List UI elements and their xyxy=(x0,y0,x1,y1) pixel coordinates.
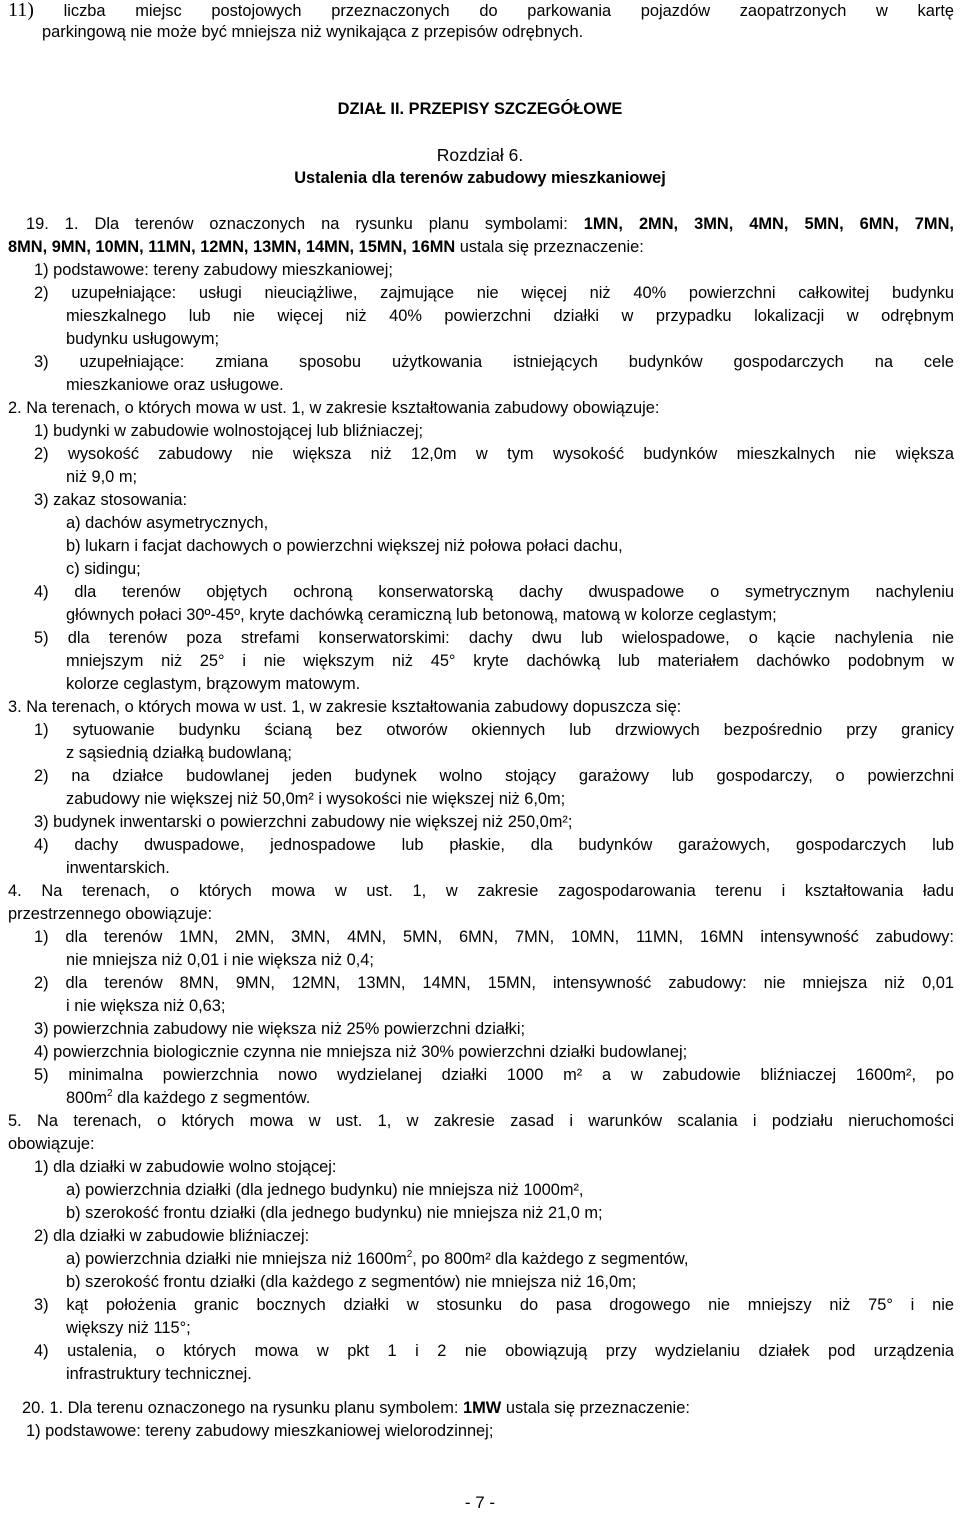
item-11-line-2: parkingową nie może być mniejsza niż wynikająca z przepisów odrębnych. xyxy=(42,23,584,41)
list-item: 1) budynki w zabudowie wolnostojącej lub bliźniaczej; xyxy=(34,422,424,440)
section-4-heading-continuation: przestrzennego obowiązuje: xyxy=(8,905,213,923)
item-11-line-1: 11) liczba miejsc postojowych przeznaczonych do parkowania pojazdów zaopatrzonych w kartę xyxy=(8,0,954,21)
list-item: 4) ustalenia, o których mowa w pkt 1 i 2 nie obowiązują przy wydzielaniu działek pod urządzenia xyxy=(34,1342,954,1360)
list-item-continuation: mieszkalnego lub nie więcej niż 40% powierzchni działki w przypadku lokalizacji w odrębnym xyxy=(66,307,954,325)
list-item: 4) dla terenów objętych ochroną konserwatorską dachy dwuspadowe o symetrycznym nachyleniu xyxy=(34,583,954,601)
section-5-heading-continuation: obowiązuje: xyxy=(8,1135,95,1153)
list-item: 5) dla terenów poza strefami konserwatorskimi: dachy dwu lub wielospadowe, o kącie nachylenia nie xyxy=(34,629,954,647)
list-item: 3) uzupełniające: zmiana sposobu użytkowania istniejących budynków gospodarczych na cele xyxy=(34,353,954,371)
sub-list-item: c) sidingu; xyxy=(66,560,141,578)
list-item: 1) podstawowe: tereny zabudowy mieszkaniowej; xyxy=(34,261,393,279)
sub-list-item: b) szerokość frontu działki (dla każdego z segmentów) nie mniejsza niż 16,0m; xyxy=(66,1273,637,1291)
list-item-continuation: z sąsiednią działką budowlaną; xyxy=(66,744,292,762)
list-item-continuation: mniejszym niż 25° i nie większym niż 45° kryte dachówką lub materiałem dachówko podobnym w xyxy=(66,652,954,670)
list-item: 2) na działce budowlanej jeden budynek wolno stojący garażowy lub gospodarczy, o powierzchni xyxy=(34,767,954,785)
par-19-label: 19. 1. xyxy=(26,215,79,233)
list-item-continuation: inwentarskich. xyxy=(66,859,170,877)
item-11-number: 11) xyxy=(8,0,34,21)
section-4-heading: 4. Na terenach, o których mowa w ust. 1, w zakresie zagospodarowania terenu i kształtowania ładu xyxy=(8,882,954,900)
sub-list-item: a) powierzchnia działki (dla jednego budynku) nie mniejsza niż 1000m², xyxy=(66,1181,584,1199)
chapter-heading: Rozdział 6. xyxy=(436,145,524,165)
list-item: 2) dla działki w zabudowie bliźniaczej: xyxy=(34,1227,310,1245)
list-item-continuation: budynku usługowym; xyxy=(66,330,220,348)
list-item-continuation: $800m^2$ dla każdego z segmentów. xyxy=(66,1088,311,1107)
list-item-continuation: mieszkaniowe oraz usługowe. xyxy=(66,376,284,394)
list-item: 3) zakaz stosowania: xyxy=(34,491,188,509)
section-2-heading: 2. Na terenach, o których mowa w ust. 1, w zakresie kształtowania zabudowy obowiązuje: xyxy=(8,399,660,417)
par-19-intro-line-1: 19. 1. Dla terenów oznaczonych na rysunku planu symbolami: 1MN, 2MN, 3MN, 4MN, 5MN, 6MN, 7MN, xyxy=(26,215,954,233)
list-item: 1) dla terenów 1MN, 2MN, 3MN, 4MN, 5MN, 6MN, 7MN, 10MN, 11MN, 16MN intensywność zabudowy: xyxy=(34,928,954,946)
list-item: 2) wysokość zabudowy nie większa niż 12,0m w tym wysokość budynków mieszkalnych nie większa xyxy=(34,445,954,463)
list-item: 1) podstawowe: tereny zabudowy mieszkaniowej wielorodzinnej; xyxy=(26,1422,494,1440)
par-20-label: 20. 1. xyxy=(22,1399,64,1417)
sub-list-item: a) dachów asymetrycznych, xyxy=(66,514,269,532)
list-item-continuation: kolorze ceglastym, brązowym matowym. xyxy=(66,675,361,693)
list-item: 4) dachy dwuspadowe, jednospadowe lub płaskie, dla budynków garażowych, gospodarczych lub xyxy=(34,836,954,854)
list-item-continuation: zabudowy nie większej niż 50,0m² i wysokości nie większej niż 6,0m; xyxy=(66,790,566,808)
list-item: 1) sytuowanie budynku ścianą bez otworów okiennych lub drzwiowych bezpośrednio przy granicy xyxy=(34,721,954,739)
sub-list-item: b) szerokość frontu działki (dla jednego budynku) nie mniejsza niż 21,0 m; xyxy=(66,1204,603,1222)
list-item: 1) dla działki w zabudowie wolno stojącej: xyxy=(34,1158,337,1176)
list-item: 5) minimalna powierzchnia nowo wydzielanej działki 1000 m² a w zabudowie bliźniaczej 1600m², po xyxy=(34,1066,954,1084)
list-item-continuation: głównych połaci 30º-45º, kryte dachówką ceramiczną lub betonową, matową w kolorze ceglastym; xyxy=(66,606,777,624)
page-number: - 7 - xyxy=(464,1493,496,1512)
list-item-continuation: nie mniejsza niż 0,01 i nie większa niż 0,4; xyxy=(66,951,374,969)
list-item: 3) kąt położenia granic bocznych działki w stosunku do pasa drogowego nie mniejszy niż 75° i nie xyxy=(34,1296,954,1314)
list-item-continuation: i nie większa niż 0,63; xyxy=(66,997,226,1015)
list-item-continuation: infrastruktury technicznej. xyxy=(66,1365,252,1383)
section-3-heading: 3. Na terenach, o których mowa w ust. 1, w zakresie kształtowania zabudowy dopuszcza się: xyxy=(8,698,682,716)
list-item: 2) dla terenów 8MN, 9MN, 12MN, 13MN, 14MN, 15MN, intensywność zabudowy: nie mniejsza niż 0,01 xyxy=(34,974,954,992)
division-heading: DZIAŁ II. PRZEPISY SZCZEGÓŁOWE xyxy=(337,100,623,118)
par-19-intro-line-2: 8MN, 9MN, 10MN, 11MN, 12MN, 13MN, 14MN, 15MN, 16MN ustala się przeznaczenie: xyxy=(8,238,644,256)
list-item: 3) budynek inwentarski o powierzchni zabudowy nie większej niż 250,0m²; xyxy=(34,813,573,831)
par-20-intro: 20. 1. Dla terenu oznaczonego na rysunku planu symbolem: 1MW ustala się przeznaczenie: xyxy=(22,1399,690,1417)
sub-list-item: b) lukarn i facjat dachowych o powierzchni większej niż połowa połaci dachu, xyxy=(66,537,623,555)
chapter-title: Ustalenia dla terenów zabudowy mieszkaniowej xyxy=(294,169,666,187)
list-item-continuation: niż 9,0 m; xyxy=(66,468,138,486)
list-item: 4) powierzchnia biologicznie czynna nie mniejsza niż 30% powierzchni działki budowlanej; xyxy=(34,1043,688,1061)
list-item: 2) uzupełniające: usługi nieuciążliwe, zajmujące nie więcej niż 40% powierzchni całkowitej budynku xyxy=(34,284,954,302)
list-item-continuation: większy niż 115°; xyxy=(66,1319,191,1337)
section-5-heading: 5. Na terenach, o których mowa w ust. 1, w zakresie zasad i warunków scalania i podziału nieruchomości xyxy=(8,1112,954,1130)
sub-list-item: a) powierzchnia działki nie mniejsza niż $1600m^2$, po 800m² dla każdego z segmentów, xyxy=(66,1249,689,1268)
list-item: 3) powierzchnia zabudowy nie większa niż 25% powierzchni działki; xyxy=(34,1020,526,1038)
